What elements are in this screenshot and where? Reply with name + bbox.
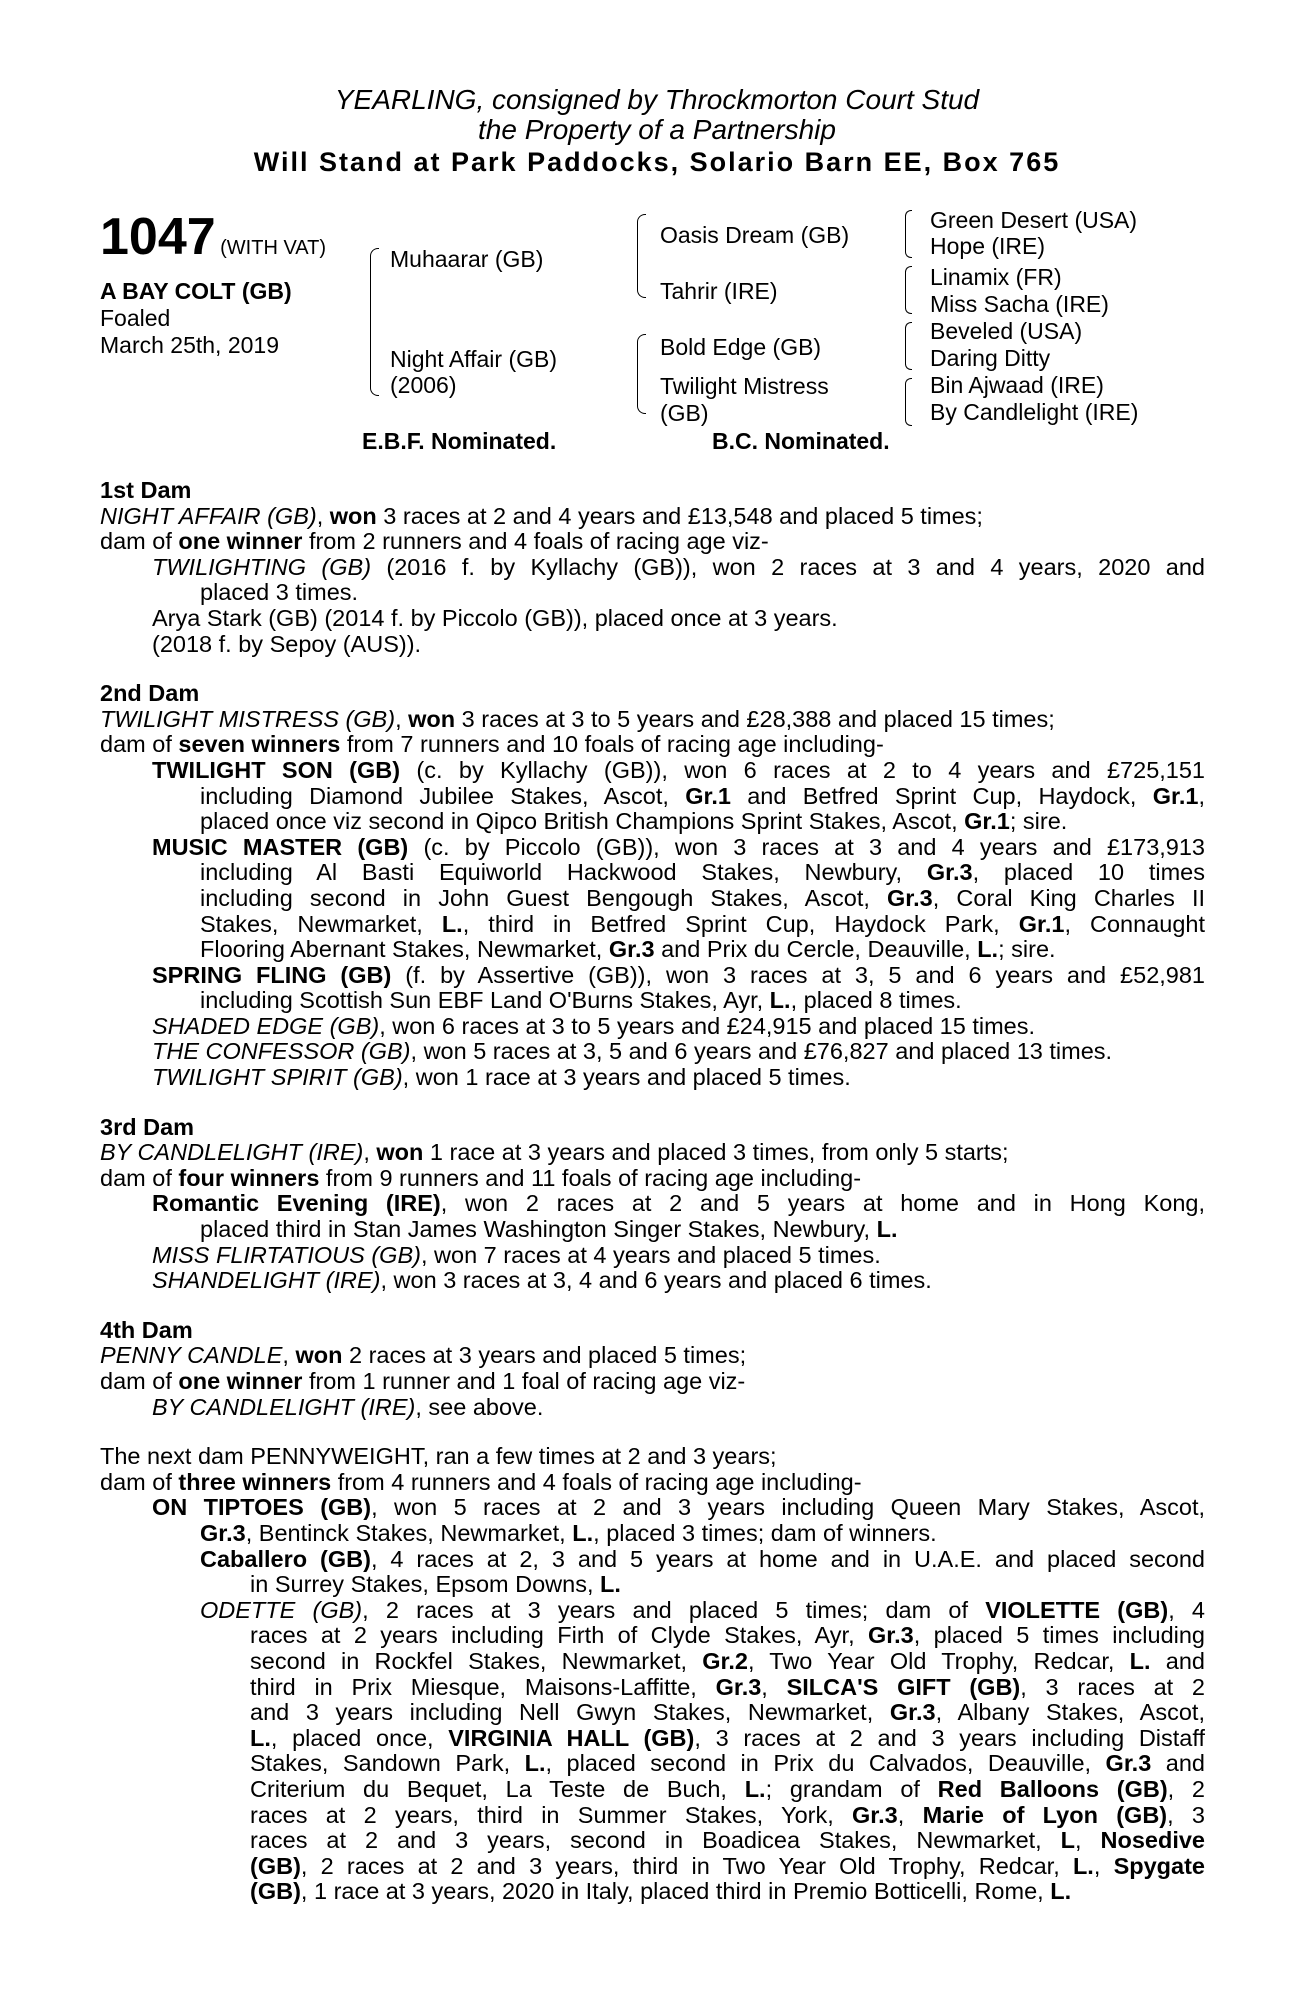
dam-sire-dam: Daring Ditty — [930, 345, 1051, 371]
produce-text: , placed 10 times — [972, 860, 1205, 886]
produce-text: , placed second in Prix du Calvados, Deauville, — [545, 1751, 1106, 1777]
produce-text: (2016 f. by Kyllachy (GB)), won 2 races at 3 and 4 years, 2020 and — [371, 554, 1205, 580]
produce-text: including Al Basti Equiworld Hackwood Stakes, Newbury, — [200, 860, 927, 886]
produce-text: , 3 races at 2 — [1020, 1674, 1205, 1700]
produce-entry — [100, 1065, 1205, 1091]
produce-text: , Albany Stakes, Ascot, — [935, 1700, 1205, 1726]
horse-name: A BAY COLT (GB) — [100, 278, 292, 304]
produce-name: Red Balloons (GB) — [937, 1776, 1168, 1802]
produce-text: including second in John Guest Bengough Stakes, Ascot, — [200, 885, 888, 911]
consignor-line: YEARLING, consigned by Throckmorton Court Stud — [334, 84, 980, 115]
produce-entry — [100, 555, 1205, 581]
produce-name: Marie of Lyon (GB) — [922, 1802, 1168, 1828]
race-grade: Gr.2 — [702, 1648, 748, 1674]
dam-of-label: dam of — [100, 528, 179, 555]
won-label: won — [329, 502, 377, 529]
produce-text: , Bentinck Stakes, Newmarket, — [245, 1519, 573, 1546]
produce-name: VIOLETTE (GB) — [985, 1597, 1169, 1623]
dam-dam: Twilight Mistress — [660, 373, 829, 399]
race-grade: L. — [572, 1519, 594, 1546]
race-grade: L. — [744, 1776, 766, 1802]
produce-summary-text: from 9 runners and 11 foals of racing age including- — [319, 1164, 862, 1191]
produce-text: , third in Betfred Sprint Cup, Haydock Park, — [462, 911, 1019, 937]
produce-text: including Diamond Jubilee Stakes, Ascot, — [200, 783, 686, 809]
produce-entry — [100, 963, 1205, 989]
produce-text: , placed 3 times; dam of winners. — [593, 1519, 937, 1546]
produce-text: races at 2 years including Firth of Clyde Stakes, Ayr, — [250, 1623, 868, 1649]
pedigree-brace — [905, 266, 912, 314]
produce-entry: Arya Stark (GB) (2014 f. by Piccolo (GB)), placed once at 3 years. — [152, 604, 838, 631]
produce-entry-cont — [100, 1521, 1205, 1547]
winner-count: seven winners — [178, 731, 341, 758]
produce-name: MUSIC MASTER (GB) — [152, 834, 409, 860]
produce-text: ; sire. — [1009, 808, 1068, 835]
produce-text: second in Rockfel Stakes, Newmarket, — [250, 1648, 703, 1674]
produce-entry-cont — [100, 1751, 1205, 1777]
produce-text: , won 1 race at 3 years and placed 5 times. — [402, 1064, 851, 1091]
race-grade: L. — [876, 1216, 898, 1243]
produce-name: TWILIGHT SPIRIT (GB) — [152, 1064, 403, 1091]
race-grade: L. — [524, 1751, 546, 1777]
produce-entry-cont — [100, 1700, 1205, 1726]
produce-entry — [100, 1243, 1205, 1269]
produce-text: , — [761, 1674, 787, 1700]
dam1-produce-summary — [100, 529, 1205, 555]
produce-name: Romantic Evening (IRE) — [152, 1191, 441, 1217]
dam1-name: NIGHT AFFAIR (GB) — [100, 502, 317, 529]
produce-text: , — [1075, 1828, 1101, 1854]
produce-text: , 1 race at 3 years, 2020 in Italy, placed third in Premio Botticelli, Rome, — [300, 1878, 1051, 1905]
produce-text: and Prix du Cercle, Deauville, — [654, 936, 978, 963]
produce-text: and — [1151, 1751, 1205, 1777]
pedigree-brace — [905, 210, 912, 258]
produce-text: , Two Year Old Trophy, Redcar, — [747, 1648, 1130, 1674]
race-grade: Gr.3 — [715, 1674, 762, 1700]
produce-text: races at 2 years, third in Summer Stakes, York, — [250, 1802, 853, 1828]
produce-entry-cont — [100, 988, 1205, 1014]
produce-summary-text: from 1 runner and 1 foal of racing age viz- — [302, 1368, 746, 1394]
produce-text: , placed 8 times. — [790, 987, 962, 1014]
produce-entry-cont — [100, 1217, 1205, 1243]
produce-text: , won 5 races at 2 and 3 years including Queen Mary Stakes, Ascot, — [371, 1495, 1205, 1521]
pedigree-brace — [370, 248, 379, 396]
produce-text: Criterium du Bequet, La Teste de Buch, — [250, 1776, 745, 1802]
dam: Night Affair (GB) — [390, 346, 558, 372]
produce-entry-cont — [100, 1675, 1205, 1701]
produce-text: races at 2 and 3 years, second in Boadicea Stakes, Newmarket, — [250, 1828, 1061, 1854]
dam-of-label: dam of — [100, 1368, 179, 1394]
produce-entry — [100, 758, 1205, 784]
winner-count: three winners — [178, 1468, 332, 1495]
dam-of-label: dam of — [100, 1164, 179, 1191]
produce-name: SILCA'S GIFT (GB) — [786, 1674, 1021, 1700]
pedigree-brace — [905, 322, 912, 370]
produce-name: (GB) — [250, 1878, 301, 1905]
produce-entry-cont — [100, 1879, 1205, 1905]
produce-name: SHANDELIGHT (IRE) — [152, 1267, 381, 1294]
produce-entry-cont — [100, 1726, 1205, 1752]
produce-text: placed third in Stan James Washington Singer Stakes, Newbury, — [200, 1216, 877, 1243]
race-grade: L. — [600, 1571, 621, 1598]
race-grade: Gr.3 — [200, 1519, 246, 1546]
winner-count: one winner — [178, 528, 303, 555]
foaled-date: March 25th, 2019 — [100, 332, 280, 358]
won-label: won — [295, 1342, 343, 1369]
produce-entry — [100, 1039, 1205, 1065]
produce-name: Caballero (GB) — [200, 1546, 371, 1572]
race-grade: Gr.1 — [964, 808, 1010, 835]
produce-text: , won 6 races at 3 to 5 years and £24,915 and placed 15 times. — [379, 1012, 1036, 1039]
produce-text: , 2 races at 2 and 3 years, third in Two Year Old Trophy, Redcar, — [300, 1853, 1073, 1879]
ebf-nominated: E.B.F. Nominated. — [362, 428, 557, 454]
produce-entry-cont — [100, 860, 1205, 886]
race-grade: Gr.1 — [685, 783, 731, 809]
produce-name: ODETTE (GB) — [200, 1597, 363, 1623]
produce-entry-cont — [100, 1623, 1205, 1649]
produce-entry: (2018 f. by Sepoy (AUS)). — [152, 630, 422, 657]
produce-name: ON TIPTOES (GB) — [152, 1495, 372, 1521]
produce-entry — [100, 1395, 1205, 1421]
sire-dam: Tahrir (IRE) — [660, 278, 778, 304]
winner-count: one winner — [178, 1368, 303, 1394]
dam1-record: NIGHT AFFAIR (GB), won 3 races at 2 and 4 years and £13,548 and placed 5 times; — [100, 502, 983, 529]
produce-entry-cont — [100, 784, 1205, 810]
dam-dam-sire: Bin Ajwaad (IRE) — [930, 372, 1104, 398]
race-grade: Gr.1 — [1152, 783, 1199, 809]
produce-name: SPRING FLING (GB) — [152, 962, 392, 988]
race-grade: L — [1060, 1828, 1076, 1854]
lot-number-block — [100, 207, 326, 267]
produce-text: , placed once, — [270, 1725, 449, 1751]
sire-dam-dam: Miss Sacha (IRE) — [930, 291, 1109, 317]
produce-name: VIRGINIA HALL (GB) — [448, 1725, 695, 1751]
produce-name: MISS FLIRTATIOUS (GB) — [152, 1241, 421, 1268]
dam4-record-text: 2 races at 3 years and placed 5 times; — [342, 1342, 747, 1369]
produce-entry — [100, 1495, 1205, 1521]
produce-summary-text: from 7 runners and 10 foals of racing age including- — [340, 731, 884, 758]
produce-text: , 4 — [1168, 1597, 1205, 1623]
race-grade: L. — [1129, 1648, 1151, 1674]
sire-dam-sire: Linamix (FR) — [930, 264, 1062, 290]
dam-sire: Bold Edge (GB) — [660, 334, 822, 360]
dam-year: (2006) — [390, 372, 457, 398]
race-grade: L. — [441, 911, 463, 937]
race-grade: L. — [1072, 1853, 1094, 1879]
produce-text: third in Prix Miesque, Maisons-Laffitte, — [250, 1674, 716, 1700]
produce-text: , see above. — [415, 1393, 544, 1420]
dam-of-label: dam of — [100, 731, 179, 758]
produce-entry-cont — [100, 1803, 1205, 1829]
produce-text: , — [1198, 783, 1205, 809]
produce-name: BY CANDLELIGHT (IRE) — [152, 1393, 416, 1420]
produce-text: Stakes, Newmarket, — [200, 911, 442, 937]
dam5-intro: The next dam PENNYWEIGHT, ran a few times at 2 and 3 years; — [100, 1443, 777, 1470]
pedigree-brace — [637, 334, 646, 414]
produce-entry-cont — [100, 937, 1205, 963]
sire-sire-sire: Green Desert (USA) — [930, 207, 1138, 233]
winner-count: four winners — [178, 1164, 320, 1191]
produce-text: , Coral King Charles II — [932, 885, 1205, 911]
produce-entry-cont — [100, 1572, 1205, 1598]
produce-text: , 3 — [1167, 1802, 1205, 1828]
pedigree-brace — [637, 214, 646, 298]
produce-text: , Connaught — [1064, 911, 1205, 937]
foaled-label: Foaled — [100, 305, 171, 331]
produce-text: , won 7 races at 4 years and placed 5 times. — [420, 1241, 881, 1268]
produce-text: , 4 races at 2, 3 and 5 years at home and in U.A.E. and placed second — [370, 1546, 1205, 1572]
dam5-produce-summary — [100, 1470, 1205, 1496]
produce-text: , — [1093, 1853, 1114, 1879]
race-grade: Gr.1 — [1018, 911, 1065, 937]
lot-number: 1047 — [100, 208, 216, 266]
race-grade: Gr.3 — [867, 1623, 914, 1649]
dam2-record-text: 3 races at 3 to 5 years and £28,388 and placed 15 times; — [455, 705, 1055, 732]
produce-name: THE CONFESSOR (GB) — [152, 1038, 411, 1065]
dam4-record: PENNY CANDLE, won 2 races at 3 years and placed 5 times; — [100, 1342, 747, 1369]
bc-nominated: B.C. Nominated. — [712, 428, 890, 454]
produce-entry-cont — [100, 809, 1205, 835]
dam3-produce-summary — [100, 1166, 1205, 1192]
produce-summary-text: from 4 runners and 4 foals of racing age including- — [331, 1468, 862, 1495]
race-grade: Gr.3 — [926, 860, 973, 886]
dam3-record: BY CANDLELIGHT (IRE), won 1 race at 3 years and placed 3 times, from only 5 starts; — [100, 1139, 1009, 1166]
produce-entry-cont — [100, 1777, 1205, 1803]
stand-location: Will Stand at Park Paddocks, Solario Barn EE, Box 765 — [253, 147, 1061, 177]
dam3-name: BY CANDLELIGHT (IRE) — [100, 1139, 364, 1166]
dam-dam-suffix: (GB) — [660, 400, 709, 426]
dam2-name: TWILIGHT MISTRESS (GB) — [100, 705, 396, 732]
race-grade: Gr.3 — [608, 936, 655, 963]
produce-text: , 2 — [1167, 1776, 1205, 1802]
vat-label: (WITH VAT) — [220, 237, 327, 259]
dam2-record: TWILIGHT MISTRESS (GB), won 3 races at 3 to 5 years and £28,388 and placed 15 times; — [100, 705, 1055, 732]
produce-entry — [100, 835, 1205, 861]
race-grade: L. — [1050, 1878, 1072, 1905]
won-label: won — [408, 705, 456, 732]
produce-text: and — [1150, 1648, 1205, 1674]
dam1-record-text: 3 races at 2 and 4 years and £13,548 and placed 5 times; — [376, 502, 983, 529]
produce-text: placed once viz second in Qipco British Champions Sprint Stakes, Ascot, — [200, 808, 965, 835]
produce-name: (GB) — [250, 1853, 301, 1879]
won-label: won — [376, 1139, 424, 1166]
produce-entry-cont — [100, 912, 1205, 938]
produce-name: TWILIGHT SON (GB) — [152, 757, 401, 783]
produce-entry — [100, 1547, 1205, 1573]
race-grade: L. — [769, 987, 791, 1014]
produce-text: (c. by Kyllachy (GB)), won 6 races at 2 to 4 years and £725,151 — [400, 757, 1205, 783]
produce-text: , 2 races at 3 years and placed 5 times; dam of — [362, 1597, 986, 1623]
produce-text: ; grandam of — [765, 1776, 938, 1802]
produce-text: , placed 5 times including — [913, 1623, 1205, 1649]
produce-text: ; sire. — [998, 936, 1056, 963]
produce-text: including Scottish Sun EBF Land O'Burns Stakes, Ayr, — [200, 987, 770, 1014]
produce-entry-cont — [100, 1828, 1205, 1854]
dam4-heading: 4th Dam — [100, 1316, 193, 1343]
produce-entry — [100, 1268, 1205, 1294]
sire-sire-dam: Hope (IRE) — [930, 233, 1046, 259]
dam4-name: PENNY CANDLE — [100, 1342, 283, 1369]
dam1-heading: 1st Dam — [100, 477, 192, 503]
produce-entry-cont — [100, 1649, 1205, 1675]
produce-name: TWILIGHTING (GB) — [152, 554, 372, 580]
dam-sire-sire: Beveled (USA) — [930, 318, 1083, 344]
produce-text: and Betfred Sprint Cup, Haydock, — [730, 783, 1153, 809]
dam3-record-text: 1 race at 3 years and placed 3 times, from only 5 starts; — [423, 1139, 1009, 1166]
produce-text: , 3 races at 2 and 3 years including Distaff — [694, 1725, 1205, 1751]
dam-dam-dam: By Candlelight (IRE) — [930, 399, 1139, 425]
race-grade: Gr.3 — [852, 1802, 898, 1828]
produce-entry-cont: placed 3 times. — [200, 579, 359, 606]
dam2-produce-summary — [100, 732, 1205, 758]
dam2-heading: 2nd Dam — [100, 680, 200, 707]
race-grade: Gr.3 — [1105, 1751, 1152, 1777]
produce-text: , — [897, 1802, 923, 1828]
produce-entry — [100, 1598, 1205, 1624]
race-grade: Gr.3 — [887, 885, 933, 911]
produce-text: , won 5 races at 3, 5 and 6 years and £76,827 and placed 13 times. — [410, 1038, 1113, 1065]
race-grade: L. — [977, 936, 999, 963]
produce-text: Stakes, Sandown Park, — [250, 1751, 525, 1777]
produce-text: (f. by Assertive (GB)), won 3 races at 3, 5 and 6 years and £52,981 — [391, 962, 1205, 988]
produce-name: Spygate — [1113, 1853, 1205, 1879]
dam3-heading: 3rd Dam — [100, 1113, 195, 1140]
produce-text: in Surrey Stakes, Epsom Downs, — [250, 1571, 601, 1598]
property-line: the Property of a Partnership — [478, 114, 836, 145]
dam-of-label: dam of — [100, 1468, 179, 1495]
dam4-produce-summary — [100, 1369, 1205, 1395]
catalogue-text — [100, 478, 1205, 1905]
produce-name: Nosedive — [1100, 1828, 1205, 1854]
produce-text: , won 3 races at 3, 4 and 6 years and placed 6 times. — [380, 1267, 932, 1294]
sire-sire: Oasis Dream (GB) — [660, 222, 850, 248]
produce-entry-cont — [100, 886, 1205, 912]
produce-text: and 3 years including Nell Gwyn Stakes, Newmarket, — [250, 1700, 890, 1726]
race-grade: Gr.3 — [889, 1700, 936, 1726]
produce-text: , won 2 races at 2 and 5 years at home and in Hong Kong, — [440, 1191, 1205, 1217]
produce-text: Flooring Abernant Stakes, Newmarket, — [200, 936, 609, 963]
produce-text: (c. by Piccolo (GB)), won 3 races at 3 and 4 years and £173,913 — [408, 834, 1205, 860]
pedigree-brace — [905, 378, 912, 426]
produce-name: SHADED EDGE (GB) — [152, 1012, 380, 1039]
produce-summary-text: from 2 runners and 4 foals of racing age viz- — [302, 528, 769, 555]
race-grade: L. — [250, 1725, 271, 1751]
sire: Muhaarar (GB) — [390, 246, 544, 272]
produce-entry — [100, 1191, 1205, 1217]
produce-entry-cont — [100, 1854, 1205, 1880]
produce-entry — [100, 1014, 1205, 1040]
